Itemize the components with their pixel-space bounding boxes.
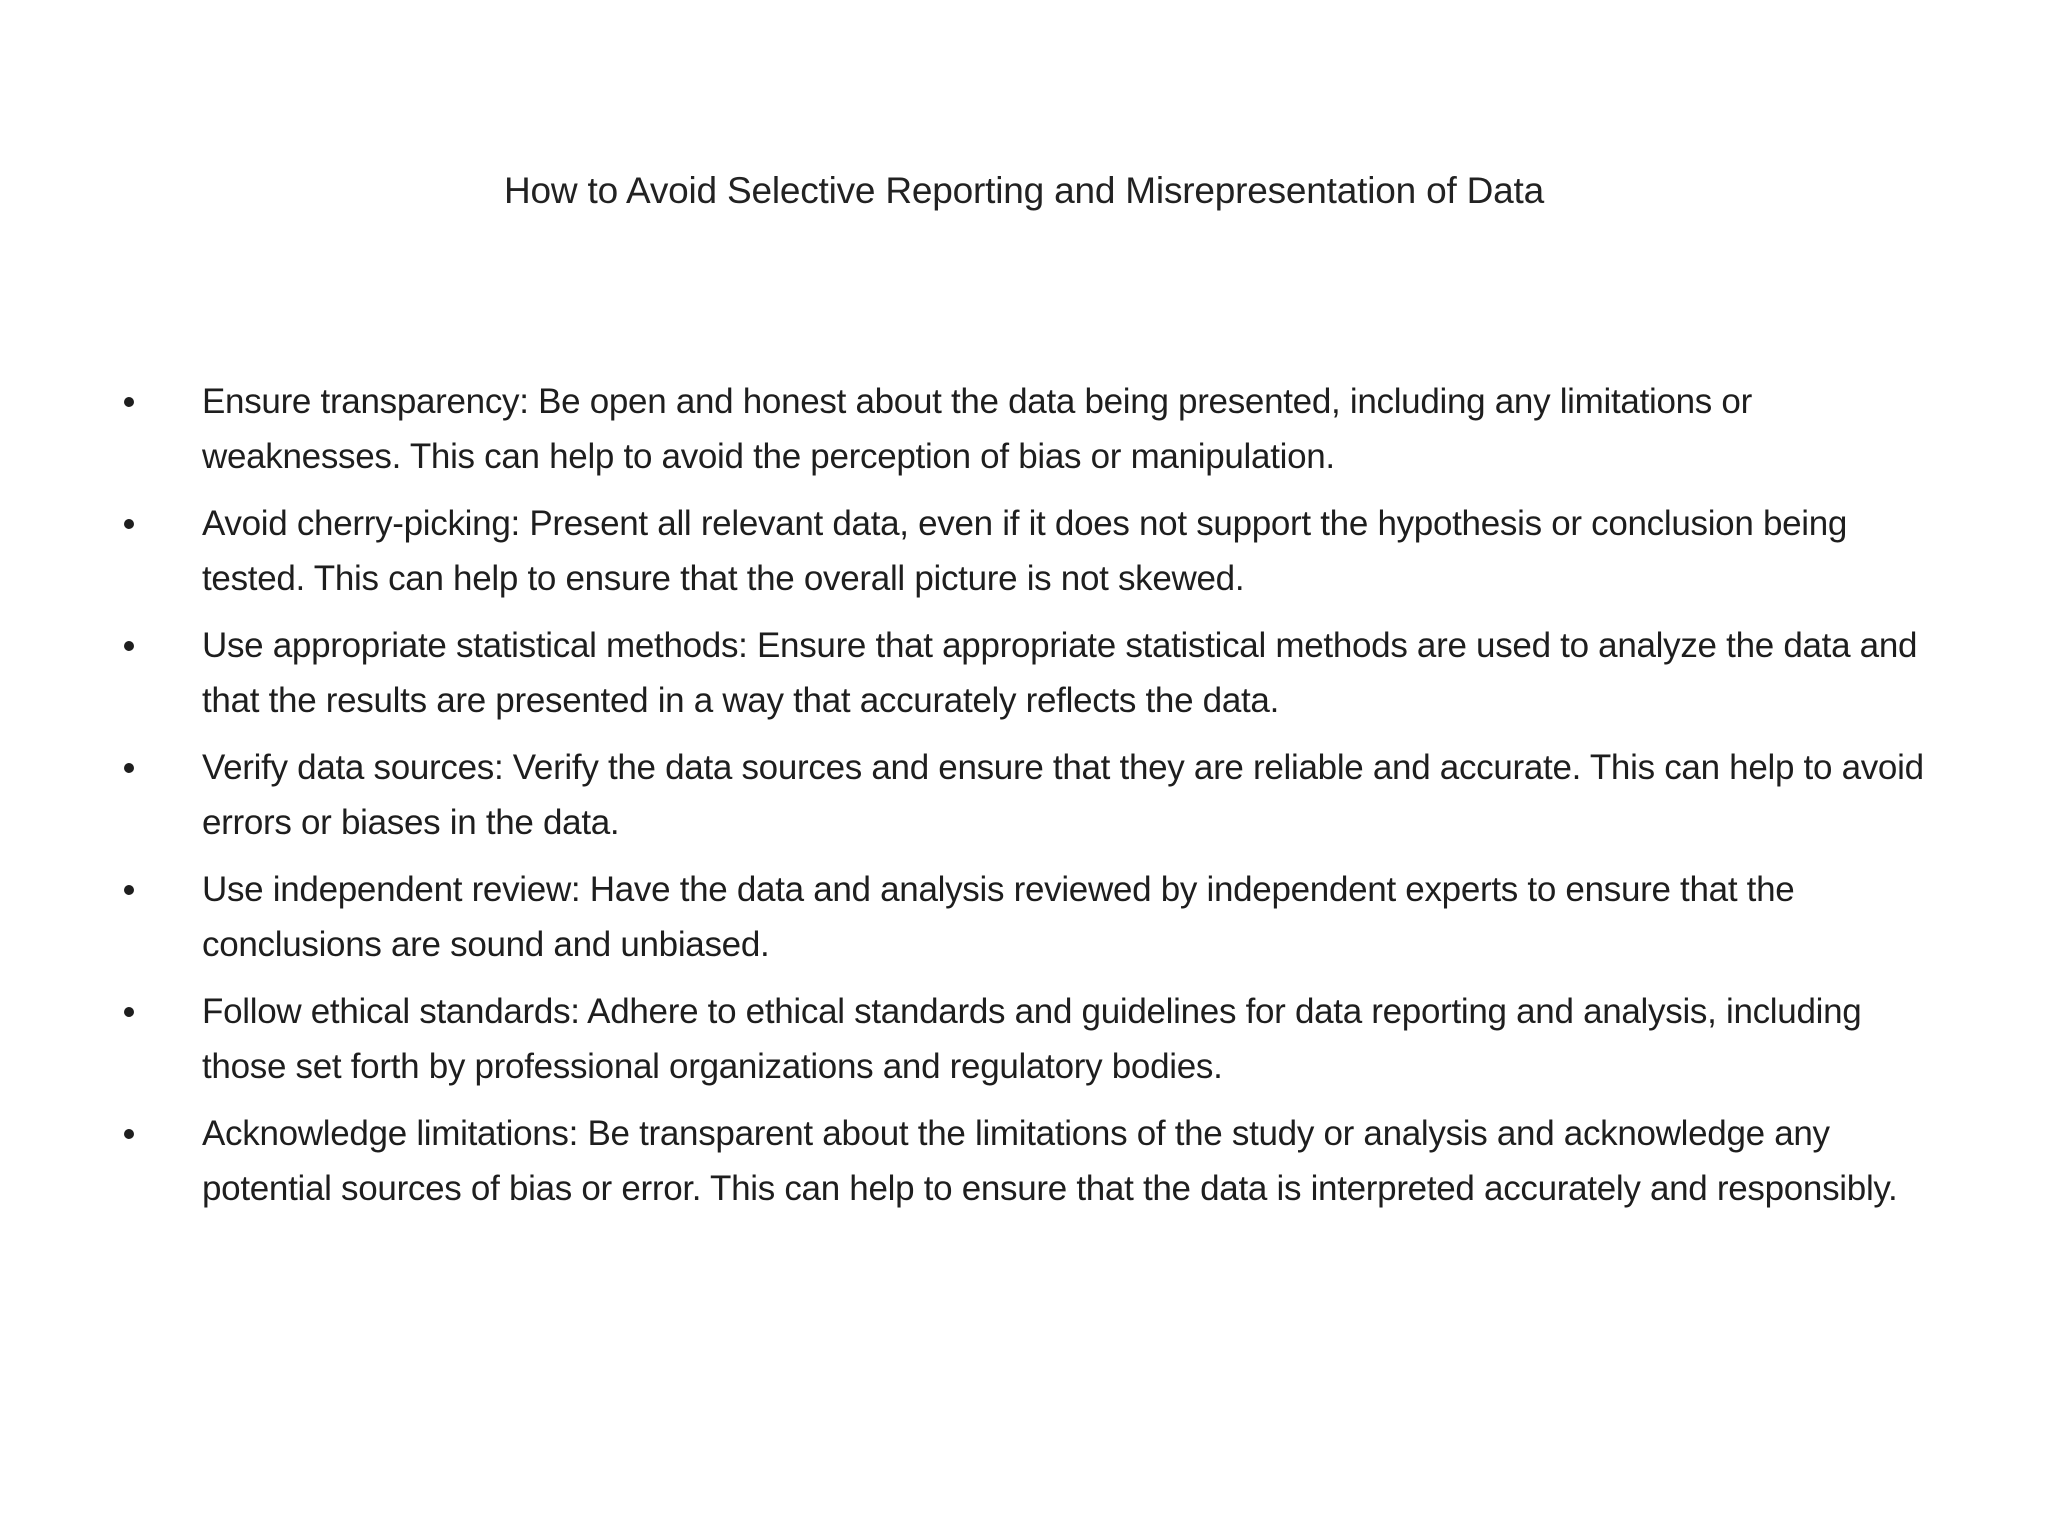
bullet-text: Verify data sources: Verify the data sources and ensure that they are reliable and accurate. This can help to avoid errors or biases in the data.	[202, 748, 1924, 842]
bullet-dot-icon	[124, 641, 134, 651]
bullet-text: Acknowledge limitations: Be transparent about the limitations of the study or analysis and acknowledge any potential sources of bias or error. This can help to ensure that the data is interpreted accurately and responsibly.	[202, 1114, 1898, 1208]
bullet-list	[120, 374, 1950, 1228]
bullet-item-ethical-standards	[120, 984, 1950, 1094]
bullet-item-transparency	[120, 374, 1950, 484]
bullet-dot-icon	[124, 885, 134, 895]
slide-title: How to Avoid Selective Reporting and Misrepresentation of Data	[504, 170, 1544, 211]
bullet-item-statistical-methods	[120, 618, 1950, 728]
bullet-text: Use independent review: Have the data and analysis reviewed by independent experts to ensure that the conclusions are sound and unbiased.	[202, 870, 1795, 964]
bullet-dot-icon	[124, 519, 134, 529]
bullet-dot-icon	[124, 397, 134, 407]
bullet-item-independent-review	[120, 862, 1950, 972]
bullet-item-limitations	[120, 1106, 1950, 1216]
bullet-text: Avoid cherry-picking: Present all relevant data, even if it does not support the hypothesis or conclusion being tested. This can help to ensure that the overall picture is not skewed.	[202, 504, 1848, 598]
bullet-dot-icon	[124, 763, 134, 773]
bullet-text: Ensure transparency: Be open and honest about the data being presented, including any limitations or weaknesses. This can help to avoid the perception of bias or manipulation.	[202, 382, 1752, 476]
bullet-item-data-sources	[120, 740, 1950, 850]
bullet-text: Follow ethical standards: Adhere to ethical standards and guidelines for data reporting and analysis, including those set forth by professional organizations and regulatory bodies.	[202, 992, 1862, 1086]
bullet-text: Use appropriate statistical methods: Ensure that appropriate statistical methods are used to analyze the data and that the results are presented in a way that accurately reflects the data.	[202, 626, 1918, 720]
bullet-dot-icon	[124, 1007, 134, 1017]
bullet-dot-icon	[124, 1129, 134, 1139]
bullet-item-cherry-picking	[120, 496, 1950, 606]
